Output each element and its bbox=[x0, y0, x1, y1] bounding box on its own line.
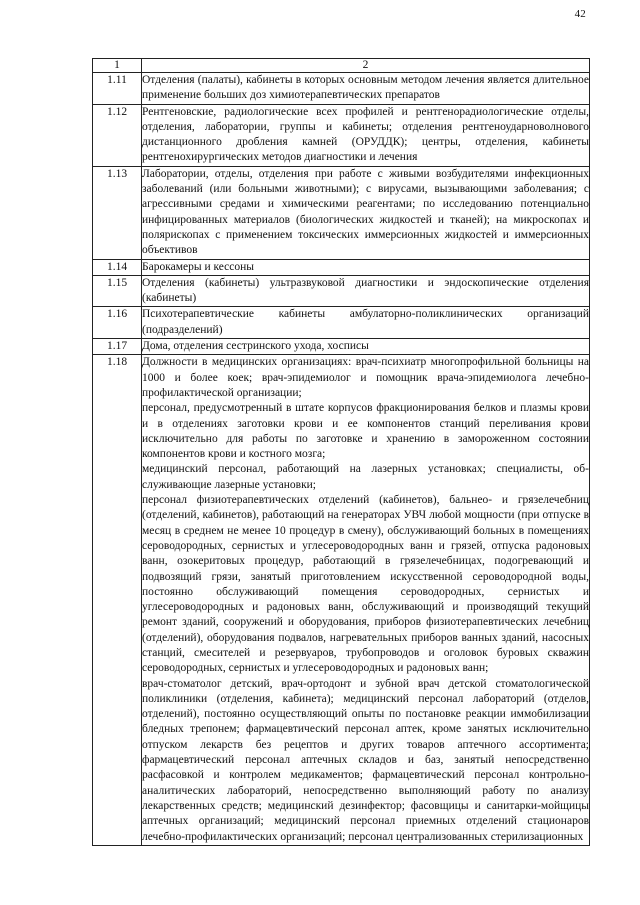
description-paragraph: Должности в медицинских организациях: врач-психиатр многопрофильной больницы на 1000 и более коек; врач-эпидемиолог и помощник врача-эпидемиолога лечебно-профилактической организации; bbox=[142, 356, 589, 399]
table-row bbox=[93, 339, 590, 355]
description-paragraph: врач-стоматолог детский, врач-ортодонт и зубной врач детской стоматологической поликлиники (отделения, кабинета); медицинский персонал лабораторий (отделов, отделений), постоянно осуществляющий опыты по постановке реакции иммобилизации бледных трепонем; фармацевтический персонал аптек, кроме занятых исключительно отпуском лекарств без рецептов и других товаров аптечного ассортимента; фармацевтический персонал аптечных складов и баз, занятый непосредственно расфасовкой и контролем медикаментов; фармацевтический персонал контрольно-аналитических лабораторий, непосредственно выполняющий работу по анализу лекарственных средств; медицинский дезинфектор; фасовщицы и санитарки-мойщицы аптечных организаций; медицинский персонал приемных отделений стационаров лечебно-профилактических организаций; персонал централизованных стерилизационных bbox=[142, 677, 589, 843]
row-description bbox=[142, 166, 590, 259]
column-header-row bbox=[93, 59, 590, 73]
row-number: 1.14 bbox=[93, 259, 142, 275]
row-number: 1.13 bbox=[93, 166, 142, 259]
table-body bbox=[93, 59, 590, 846]
document-table bbox=[92, 58, 590, 846]
table-row bbox=[93, 259, 590, 275]
description-paragraph: Лаборатории, отделы, отделения при работе с живыми возбудителями инфекционных заболеваний (или больными животными); с вирусами, вызывающими заболевания; с агрессивными средами и химическими реагентами; по исследованию потенциально инфицированных материалов (биологических жидкостей и тканей); на микроскопах и полярископах с применением токсических иммерсионных жидкостей и иммерсионных объективов bbox=[142, 167, 589, 257]
page-number: 42 bbox=[574, 8, 586, 20]
row-description bbox=[142, 259, 590, 275]
table-row bbox=[93, 73, 590, 105]
row-description bbox=[142, 73, 590, 105]
row-number: 1.11 bbox=[93, 73, 142, 105]
row-number: 1.12 bbox=[93, 104, 142, 166]
table-row bbox=[93, 355, 590, 846]
table-row bbox=[93, 104, 590, 166]
row-description bbox=[142, 339, 590, 355]
description-paragraph: персонал, предусмотренный в штате корпусов фракционирования белков и плазмы крови и в отделениях заготовки крови и ее компонентов станций переливания крови исключительно для работы по заготовке и хранению в замороженном состоянии компонентов крови и костного мозга; bbox=[142, 402, 589, 461]
row-description bbox=[142, 104, 590, 166]
row-description bbox=[142, 355, 590, 846]
description-paragraph: Барокамеры и кессоны bbox=[142, 260, 255, 273]
column-header-2: 2 bbox=[142, 59, 590, 73]
description-paragraph: Дома, отделения сестринского ухода, хосписы bbox=[142, 340, 369, 353]
row-number: 1.18 bbox=[93, 355, 142, 846]
column-header-1: 1 bbox=[93, 59, 142, 73]
description-paragraph: Психотерапевтические кабинеты амбулаторно-поликлинических организаций (подразделений) bbox=[142, 308, 589, 336]
description-paragraph: персонал физиотерапевтических отделений (кабинетов), бальнео- и грязелечебниц (отделений, кабинетов), работающий на генераторах УВЧ любой мощности (при отпуске в месяц в среднем не менее 10 процедур в смену), обслуживающий больных в помещениях сероводородных, сернистых и углесероводородных ванн и грязей, отпуска радоновых ванн, озокеритовых процедур, работающий в грязелечебницах, подогревающий и подвозящий грязи, занятый приготовлением искусственной сероводородной воды, постоянно обслуживающий помещения сероводородных, сернистых и углесероводородных и радоновых ванн, обслуживающий и производящий текущий ремонт зданий, сооружений и оборудования, приборов физиотерапевтических лечебниц (отделений), оборудования подвалов, нагревательных приборов ванных зданий, насосных станций, смесителей и резервуаров, трубопроводов и оголовок буровых скважин сероводородных, сернистых и углесероводородных и радоновых ванн; bbox=[142, 494, 589, 675]
row-description bbox=[142, 307, 590, 339]
description-paragraph: медицинский персонал, работающий на лазерных установках; специалисты, обслуживающие лазерные установки; bbox=[142, 463, 589, 491]
row-number: 1.16 bbox=[93, 307, 142, 339]
description-paragraph: Отделения (палаты), кабинеты в которых основным методом лечения является длительное применение больших доз химиотерапевтических препаратов bbox=[142, 74, 589, 102]
table-row bbox=[93, 275, 590, 307]
table-row bbox=[93, 166, 590, 259]
row-description bbox=[142, 275, 590, 307]
description-paragraph: Рентгеновские, радиологические всех профилей и рентгенорадиологические отделы, отделения, лаборатории, группы и кабинеты; отделения рентгеноударноволнового дистанционного дробления камней (ОРУДДК); центры, отделения, кабинеты рентгенохирургических методов диагностики и лечения bbox=[142, 105, 589, 164]
description-paragraph: Отделения (кабинеты) ультразвуковой диагностики и эндоскопические отделения (кабинеты) bbox=[142, 276, 589, 305]
row-number: 1.15 bbox=[93, 275, 142, 307]
row-number: 1.17 bbox=[93, 339, 142, 355]
table-row bbox=[93, 307, 590, 339]
